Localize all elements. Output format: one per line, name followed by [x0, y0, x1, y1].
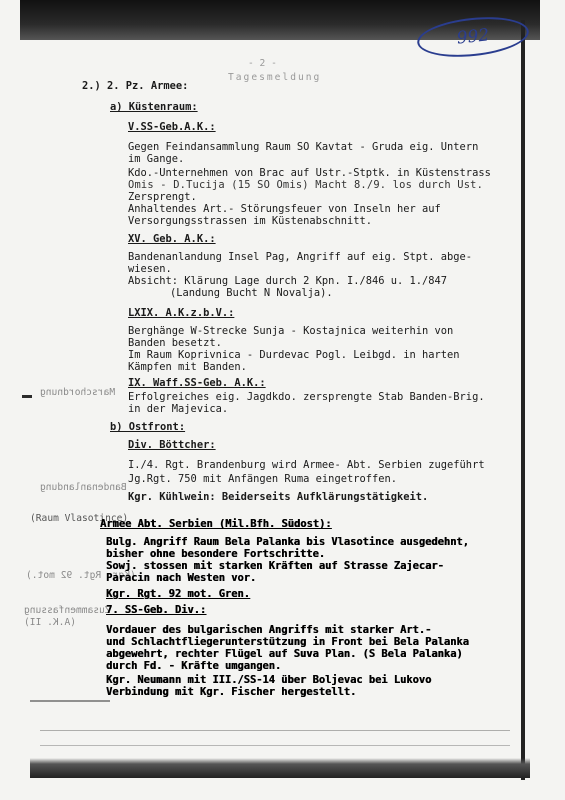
division-name: Div. Böttcher:	[128, 439, 216, 451]
scan-noise-mark	[22, 395, 32, 398]
bleed-through-text: Marschordnung	[40, 387, 116, 398]
report-line: wiesen.	[128, 263, 172, 275]
bleed-through-text: (Kgr. Rgt. 92 mot.)	[26, 570, 136, 581]
report-line: durch Fd. - Kräfte umgangen.	[106, 660, 282, 672]
report-line: Jg.Rgt. 750 mit Anfängen Ruma eingetroffen.	[128, 473, 397, 485]
report-line: in der Majevica.	[128, 403, 229, 415]
scan-noise-mark	[40, 745, 510, 746]
bleed-through-text: Bandenanlandung	[40, 482, 127, 493]
report-line: Gegen Feindansammlung Raum SO Kavtat - Gruda eig. Untern	[128, 141, 479, 153]
report-line: Bulg. Angriff Raum Bela Palanka bis Vlasotince ausgedehnt,	[106, 536, 469, 548]
report-line: und Schlachtfliegerunterstützung in Front bei Bela Palanka	[106, 636, 469, 648]
report-line: abgewehrt, rechter Flügel auf Suva Plan. (S Bela Palanka)	[106, 648, 463, 660]
bleed-through-text: Zusammenfassung	[24, 605, 111, 616]
report-line: Erfolgreiches eig. Jagdkdo. zersprengte Stab Banden-Brig.	[128, 391, 485, 403]
report-line: Im Raum Koprivnica - Durdevac Pogl. Leibgd. in harten	[128, 349, 460, 361]
section-2-heading: 2.) 2. Pz. Armee:	[82, 80, 189, 92]
report-line: Kgr. Neumann mit III./SS-14 über Boljevac bei Lukovo	[106, 674, 432, 686]
section-3-heading: Armee Abt. Serbien (Mil.Bfh. Südost):	[100, 518, 332, 530]
report-line: Verbindung mit Kgr. Fischer hergestellt.	[106, 686, 357, 698]
report-line: Vordauer des bulgarischen Angriffs mit starker Art.-	[106, 624, 432, 636]
scan-noise-mark	[40, 730, 510, 731]
archive-number-stamp: 992	[415, 12, 530, 61]
kuestenraum-label: a) Küstenraum:	[110, 101, 198, 113]
corps-name: LXIX. A.K.z.b.V.:	[128, 307, 235, 319]
report-line: Kdo.-Unternehmen von Brac auf Ustr.-Stptk. in Küstenstrass	[128, 167, 491, 179]
report-line: Kämpfen mit Banden.	[128, 361, 247, 373]
report-line: I./4. Rgt. Brandenburg wird Armee- Abt. Serbien zugeführt	[128, 459, 485, 471]
report-line: Zersprengt.	[128, 191, 197, 203]
report-line: Omis - D.Tucija (15 SO Omis) Macht 8./9. los durch Ust.	[128, 179, 484, 191]
scan-right-edge	[521, 20, 525, 780]
report-line: im Gange.	[128, 153, 185, 165]
page-mark: - 2 -	[248, 58, 277, 69]
report-line: bisher ohne besondere Fortschritte.	[106, 548, 325, 560]
report-line: (Landung Bucht N Novalja).	[170, 287, 333, 299]
report-line: Kgr. Rgt. 92 mot. Gren.	[106, 588, 250, 600]
scan-noise-mark	[30, 700, 110, 702]
report-line: Kgr. Kühlwein: Beiderseits Aufklärungstätigkeit.	[128, 491, 429, 503]
report-line: Absicht: Klärung Lage durch 2 Kpn. I./846 u. 1./847	[128, 275, 448, 287]
report-line: Bandenanlandung Insel Pag, Angriff auf eig. Stpt. abge-	[128, 251, 473, 263]
bleed-through-text: (Raum Vlasotince)	[30, 513, 129, 524]
ostfront-label: b) Ostfront:	[110, 421, 186, 433]
scan-bottom-shadow	[30, 758, 530, 778]
bleed-through-text: (A.K. II)	[24, 617, 76, 628]
ghost-heading: Tagesmeldung	[228, 72, 322, 83]
corps-name: V.SS-Geb.A.K.:	[128, 121, 216, 133]
report-line: Anhaltendes Art.- Störungsfeuer von Inseln her auf	[128, 203, 441, 215]
report-line: Versorgungsstrassen im Küstenabschnitt.	[128, 215, 372, 227]
report-line: Sowj. stossen mit starken Kräften auf Strasse Zajecar-	[106, 560, 444, 572]
report-line: Berghänge W-Strecke Sunja - Kostajnica weiterhin von	[128, 325, 454, 337]
corps-name: IX. Waff.SS-Geb. A.K.:	[128, 377, 266, 389]
report-line: Banden besetzt.	[128, 337, 222, 349]
report-line: 7. SS-Geb. Div.:	[106, 604, 207, 616]
corps-name: XV. Geb. A.K.:	[128, 233, 216, 245]
report-line: Paracin nach Westen vor.	[106, 572, 257, 584]
